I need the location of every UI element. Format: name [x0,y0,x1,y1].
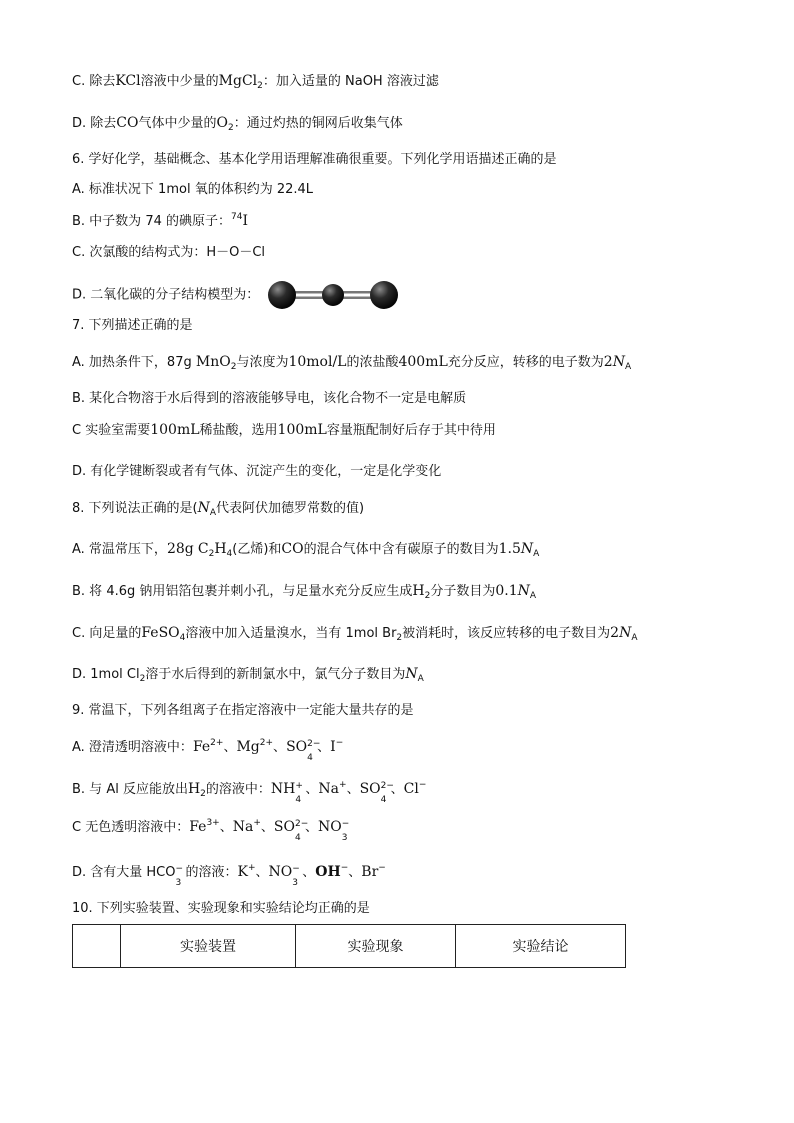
co2-molecule-model [265,280,401,310]
q8-option-b: B. 将 4.6g 钠用铝箔包裹并刺小孔，与足量水充分反应生成$H_2$分子数目为$0.1N_A$ [72,583,537,601]
q6-option-b: B. 中子数为 74 的碘原子：$^{74}$I [72,212,248,229]
q8-option-d: D. 1mol $Cl_2$溶于水后得到的新制氯水中，氯气分子数目为$N_A$ [72,666,424,684]
q7-option-b: B. 某化合物溶于水后得到的溶液能够导电，该化合物不一定是电解质 [72,391,467,406]
q6-option-a: A. 标准状况下 1mol 氧的体积约为 22.4L [72,182,314,197]
q7-option-d: D. 有化学键断裂或者有气体、沉淀产生的变化，一定是化学变化 [72,464,442,479]
q7-option-c: C 实验室需要100mL稀盐酸，选用100mL容量瓶配制好后存于其中待用 [72,422,496,438]
table-header-cell: 实验装置 [121,925,296,968]
q10-stem: 10. 下列实验装置、实验现象和实验结论均正确的是 [72,901,370,916]
q9-option-b: B. 与 Al 反应能放出$H_2$的溶液中：NH + 4 、Na+、SO 2− 4 、Cl− [72,780,427,805]
q9-stem: 9. 常温下，下列各组离子在指定溶液中一定能大量共存的是 [72,703,414,718]
experiment-table [72,924,626,968]
q5-option-d: D. 除去CO气体中少量的$O_2$：通过灼热的铜网后收集气体 [72,115,403,133]
q7-option-a: A. 加热条件下，87g MnO$_2$与浓度为10mol/L的浓盐酸400mL充分反应，转移的电子数为$2N_A$ [72,354,632,372]
q8-option-c: C. 向足量的FeSO$_4$溶液中加入适量溴水，当有 1mol $Br_2$被消耗时，该反应转移的电子数目为$2N_A$ [72,625,638,643]
q7-stem: 7. 下列描述正确的是 [72,318,193,333]
table-header-cell: 实验结论 [456,925,626,968]
q6-option-d: D. 二氧化碳的分子结构模型为： [72,280,401,310]
table-header-cell: 实验现象 [296,925,456,968]
q9-option-d: D. 含有大量 HCO − 3 的溶液：K+、NO − 3 、OH−、Br− [72,863,386,888]
q8-stem: 8. 下列说法正确的是($N_A$代表阿伏加德罗常数的值) [72,500,365,518]
table-header-row [73,925,626,968]
q6-stem: 6. 学好化学，基础概念、基本化学用语理解准确很重要。下列化学用语描述正确的是 [72,152,557,167]
q8-option-a: A. 常温常压下，28g $C_2H_4$(乙烯)和CO的混合气体中含有碳原子的数目为$1.5N_A$ [72,541,540,559]
q6-option-c: C. 次氯酸的结构式为：H－O－Cl [72,245,266,260]
table-header-cell [73,925,121,968]
q5-option-c: C. 除去KCl溶液中少量的MgCl$_2$：加入适量的 NaOH 溶液过滤 [72,73,439,91]
q9-option-a: A. 澄清透明溶液中：$Fe^{2+}$、$Mg^{2+}$、SO 2− 4 、I− [72,738,344,763]
q9-option-c: C 无色透明溶液中：$Fe^{3+}$、Na+、SO 2− 4 、NO − 3 [72,818,350,843]
